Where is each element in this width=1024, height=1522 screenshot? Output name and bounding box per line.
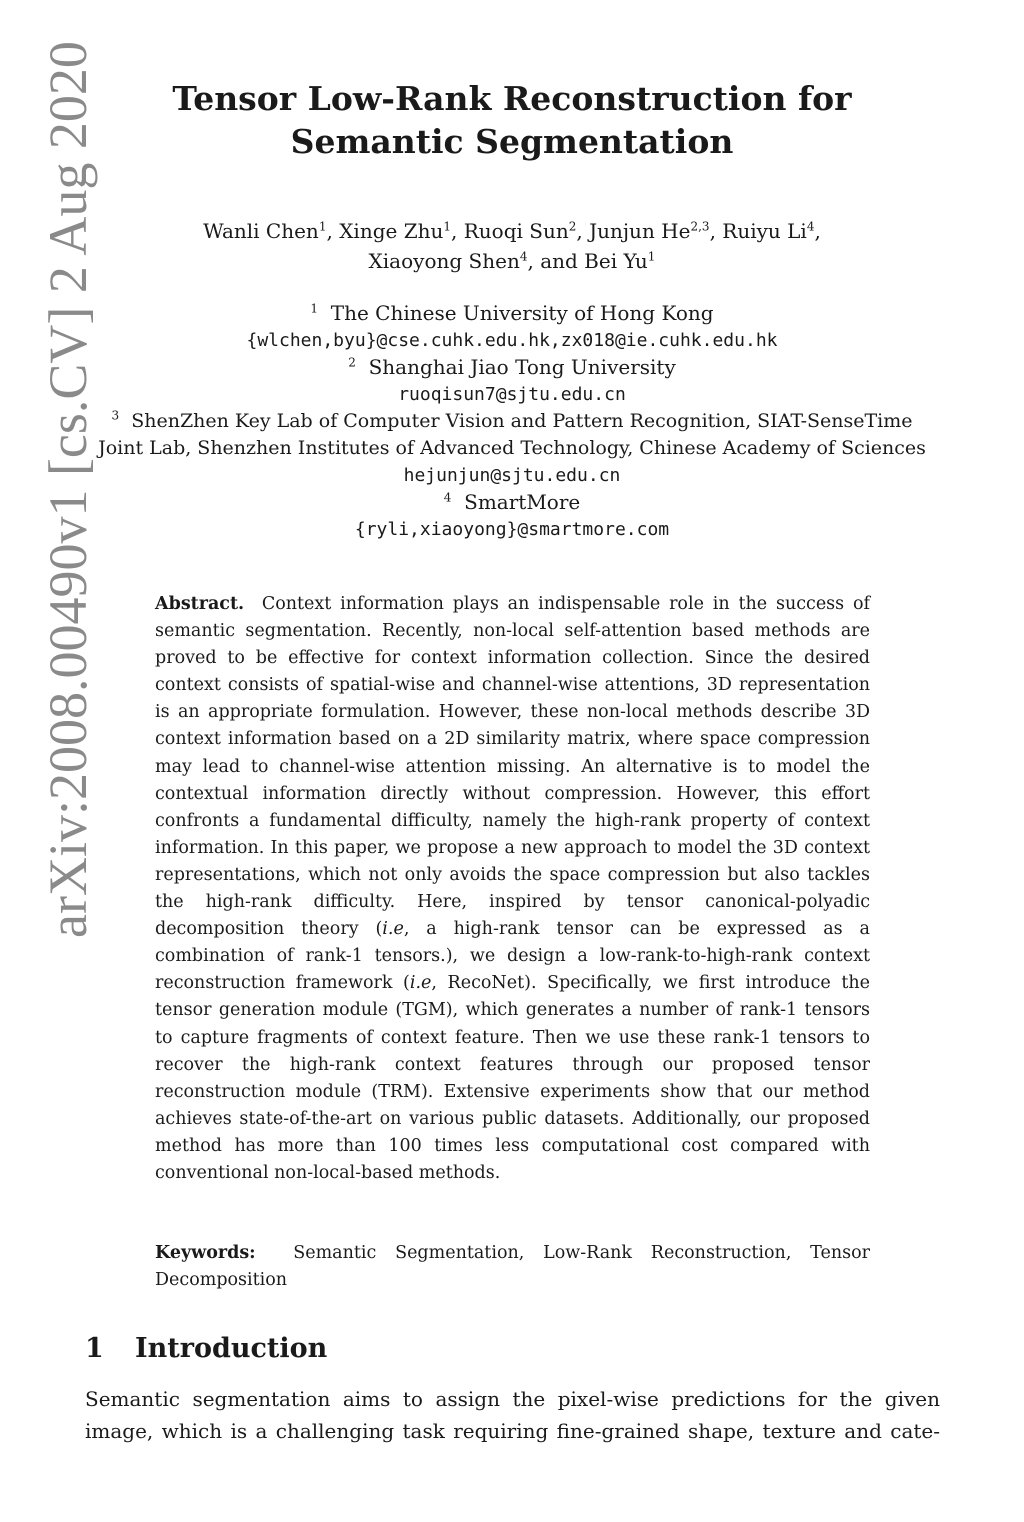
- paper-title-line-2: Semantic Segmentation: [290, 122, 734, 161]
- section-number: 1: [85, 1333, 104, 1364]
- affiliation-1: $^1$ The Chinese University of Hong Kong: [310, 301, 714, 325]
- author-name: Xinge Zhu: [339, 219, 444, 243]
- author-affiliation-sup: 4: [519, 249, 528, 264]
- affiliation-2-email: ruoqisun7@sjtu.edu.cn: [398, 384, 626, 405]
- author-list-line-2: Xiaoyong Shen$^4$, and Bei Yu$^1$: [368, 249, 656, 273]
- paper-title-line-1: Tensor Low-Rank Reconstruction for: [172, 79, 852, 118]
- section-heading-introduction: [85, 1331, 327, 1367]
- keywords-text: Semantic Segmentation, Low-Rank Reconstruction, Tensor Decomposition: [155, 1243, 870, 1290]
- introduction-paragraph: Semantic segmentation aims to assign the pixel-wise predictions for the given image, which is a challenging task requiring fine-grained shape, texture and cate-: [85, 1387, 940, 1443]
- affiliation-3-line-2: Joint Lab, Shenzhen Institutes of Advanced Technology, Chinese Academy of Sciences: [98, 437, 926, 459]
- arxiv-identifier: arXiv:2008.00490v1 [cs.CV] 2 Aug 2020: [38, 41, 98, 938]
- author-name: Ruoqi Sun: [463, 219, 569, 243]
- author-affiliation-sup: 1: [318, 219, 327, 234]
- abstract-label: Abstract.: [155, 594, 245, 614]
- abstract-text: Context information plays an indispensable role in the success of semantic segmentation. Recently, non-local self-attention based methods are proved to be effective for context information collection. Since the desired context consists of spatial-wise and channel-wise attentions, 3D representation is an appropriate formulation. However, these non-local methods describe 3D context information based on a 2D similarity matrix, where space compression may lead to channel-wise attention missing. An alternative is to model the contextual information directly without compression. However, this effort confronts a fundamental difficulty, namely the high-rank property of context information. In this paper, we propose a new approach to model the 3D context representations, which not only avoids the space compression but also tackles the high-rank difficulty. Here, inspired by tensor canonical-polyadic decomposition theory (: [155, 594, 870, 940]
- affiliation-3-line-1: $^3$ ShenZhen Key Lab of Computer Vision and Pattern Recognition, SIAT-SenseTime: [111, 408, 913, 432]
- affiliation-4-email: {ryli,xiaoyong}@smartmore.com: [354, 519, 670, 540]
- author-name: Xiaoyong Shen: [368, 249, 520, 273]
- author-affiliation-sup: 2: [568, 219, 577, 234]
- abstract: Abstract. Context information plays an indispensable role in the success of semantic segmentation. Recently, non-local self-attention based methods are proved to be effective for context information collection. Since the desired context consists of spatial-wise and channel-wise attentions, 3D representation is an appropriate formulation. However, these non-local methods describe 3D context information based on a 2D similarity matrix, where space compression may lead to channel-wise attention missing. An alternative is to model the contextual information directly without compression. However, this effort confronts a fundamental difficulty, namely the high-rank property of context information. In this paper, we propose a new approach to model the 3D context representations, which not only avoids the space compression but also tackles the high-rank difficulty. Here, inspired by tensor canonical-polyadic decomposition theory (i.e, a high-rank tensor can be expressed as a combination of rank-1 tensors.), we design a low-rank-to-high-rank context reconstruction framework (i.e, RecoNet). Specifically, we first introduce the tensor generation module (TGM), which generates a number of rank-1 tensors to capture fragments of context feature. Then we use these rank-1 tensors to recover the high-rank context features through our proposed tensor reconstruction module (TRM). Extensive experiments show that our method achieves state-of-the-art on various public datasets. Additionally, our proposed method has more than 100 times less computational cost compared with conventional non-local-based methods.: [155, 594, 870, 1183]
- author-name: Junjun He: [589, 219, 691, 243]
- author-name: Wanli Chen: [203, 219, 319, 243]
- author-affiliation-sup: 4: [806, 219, 815, 234]
- author-name: Ruiyu Li: [722, 219, 807, 243]
- affiliation-4: $^4$ SmartMore: [443, 490, 581, 514]
- affiliation-1-email: {wlchen,byu}@cse.cuhk.edu.hk,zx018@ie.cuhk.edu.hk: [246, 330, 778, 351]
- affiliation-2: $^2$ Shanghai Jiao Tong University: [348, 355, 676, 379]
- author-affiliation-sup: 1: [647, 249, 656, 264]
- keywords: [155, 1240, 870, 1294]
- author-name: Bei Yu: [584, 249, 648, 273]
- section-title: Introduction: [135, 1333, 328, 1364]
- author-affiliation-sup: 2,3: [690, 219, 710, 234]
- keywords-label: Keywords:: [155, 1243, 256, 1263]
- author-list-line-1: Wanli Chen$^1$, Xinge Zhu$^1$, Ruoqi Sun$^2$, Junjun He$^{2,3}$, Ruiyu Li$^4$,: [203, 219, 821, 243]
- affiliation-3-email: hejunjun@sjtu.edu.cn: [403, 465, 621, 486]
- author-affiliation-sup: 1: [443, 219, 451, 234]
